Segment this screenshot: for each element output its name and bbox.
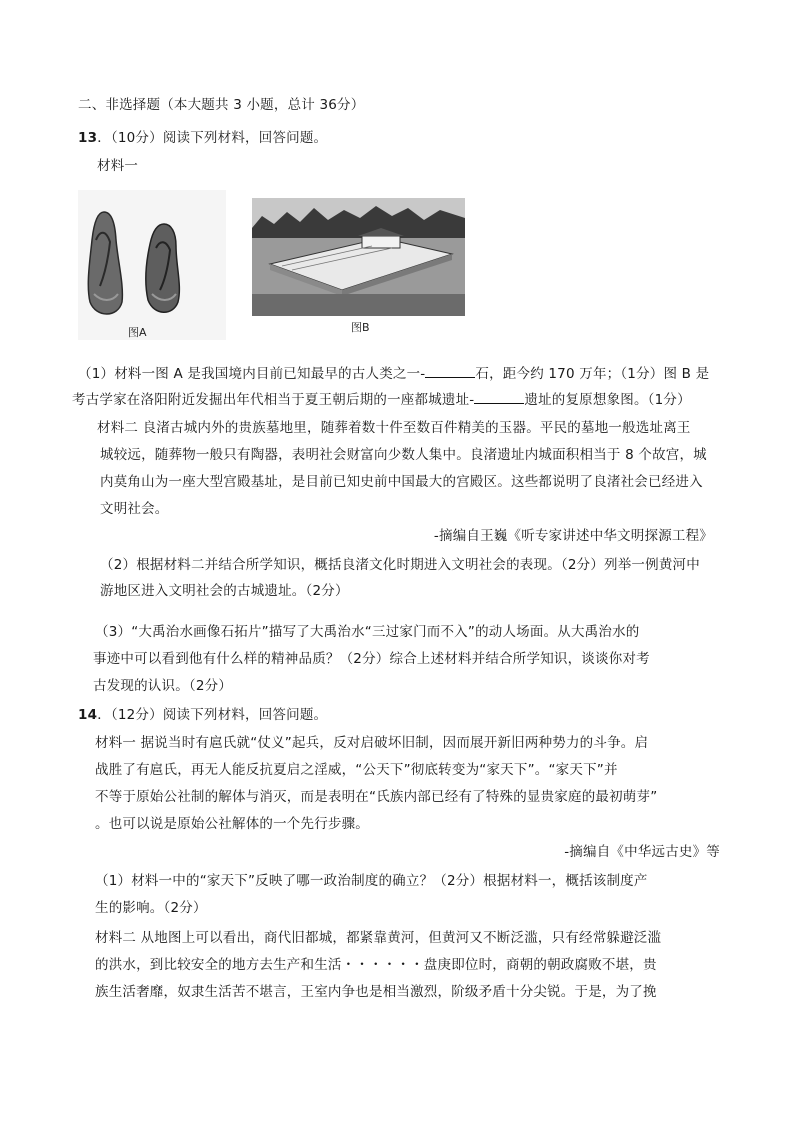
q14-material-2-line-1: 材料二 从地图上可以看出，商代旧都城，都紧靠黄河，但黄河又不断泛滥，只有经常躲避泛滥 [95, 930, 662, 946]
question-14-stem-text: ．（12分）阅读下列材料，回答问题。 [97, 707, 328, 723]
q14-part-1-line-2: 生的影响。（2分） [95, 900, 207, 916]
q13-material-2-line-4: 文明社会。 [100, 501, 169, 517]
q13-part-3-line-1: （3）“大禹治水画像石拓片”描写了大禹治水“三过家门而不入”的动人场面。从大禹治水的 [95, 624, 640, 640]
answer-blank-1[interactable] [425, 364, 475, 378]
q14-material-2-line-3: 族生活奢靡，奴隶生活苦不堪言，王室内争也是相当激烈，阶级矛盾十分尖锐。于是，为了挽 [95, 984, 657, 1000]
figure-b-palace-site-reconstruction [252, 198, 465, 316]
q13-material-2-line-3: 内莫角山为一座大型宫殿基址，是目前已知史前中国最大的宫殿区。这些都说明了良渚社会已经进入 [100, 474, 703, 490]
q14-material-1-line-2: 战胜了有扈氏，再无人能反抗夏启之淫威，“公天下”彻底转变为“家天下”。“家天下”并 [95, 762, 618, 778]
q13-material-2-line-2: 城较远，随葬物一般只有陶器，表明社会财富向少数人集中。良渚遗址内城面积相当于 8 个故宫，城 [100, 447, 707, 463]
q13-part-1-text-d: 遗址的复原想象图。（1分） [524, 392, 691, 408]
q13-part-1-text-b: 石，距今约 170 万年；（1分）图 B 是 [475, 366, 710, 382]
q13-material-2-source: -摘编自王巍《听专家讲述中华文明探源工程》 [433, 528, 713, 544]
q14-material-1-source: -摘编自《中华远古史》等 [564, 844, 720, 860]
q13-part-1-line-2 [72, 390, 691, 409]
q13-part-3-line-2: 事迹中可以看到他有什么样的精神品质？（2分）综合上述材料并结合所学知识，谈谈你对考 [93, 651, 650, 667]
q13-part-2-line-1: （2）根据材料二并结合所学知识，概括良渚文化时期进入文明社会的表现。（2分）列举一例黄河中 [100, 557, 700, 573]
palace-site-illustration [252, 198, 465, 316]
answer-blank-2[interactable] [474, 390, 524, 404]
q13-part-1-text-c: 考古学家在洛阳附近发掘出年代相当于夏王朝后期的一座都城遗址- [72, 392, 475, 408]
q14-material-1-line-1: 材料一 据说当时有扈氏就“仗义”起兵，反对启破坏旧制，因而展开新旧两种势力的斗争。启 [95, 735, 649, 751]
q14-material-1-line-3: 不等于原始公社制的解体与消灭，而是表明在“氏族内部已经有了特殊的显贵家庭的最初萌芽” [95, 789, 658, 805]
question-13-stem: 13．（10分）阅读下列材料，回答问题。 [78, 130, 328, 146]
q13-part-1-line-1 [78, 364, 709, 383]
q14-part-1-line-1: （1）材料一中的“家天下”反映了哪一政治制度的确立？（2分）根据材料一，概括该制度产 [95, 873, 648, 889]
section-title: 二、非选择题（本大题共 3 小题，总计 36分） [78, 97, 365, 113]
question-13-stem-text: ．（10分）阅读下列材料，回答问题。 [97, 130, 328, 146]
q13-part-3-line-3: 古发现的认识。（2分） [93, 678, 233, 694]
q13-material-2-line-1: 材料二 良渚古城内外的贵族墓地里，随葬着数十件至数百件精美的玉器。平民的墓地一般选址离王 [97, 420, 691, 436]
q13-material-1-label: 材料一 [97, 158, 139, 174]
q14-material-2-line-2: 的洪水，到比较安全的地方去生产和生活・・・・・・盘庚即位时，商朝的朝政腐败不堪，贵 [95, 957, 657, 973]
figure-b-caption: 图B [351, 321, 370, 334]
q13-part-1-text-a: （1）材料一图 A 是我国境内目前已知最早的古人类之一- [78, 366, 426, 382]
q14-material-1-line-4: 。也可以说是原始公社解体的一个先行步骤。 [95, 816, 369, 832]
q13-part-2-line-2: 游地区进入文明社会的古城遗址。（2分） [100, 583, 349, 599]
figure-a-teeth-fossil [78, 190, 226, 340]
figure-a-caption: 图A [128, 326, 147, 339]
question-14-stem: 14．（12分）阅读下列材料，回答问题。 [78, 707, 328, 723]
teeth-fossil-illustration [78, 190, 226, 340]
